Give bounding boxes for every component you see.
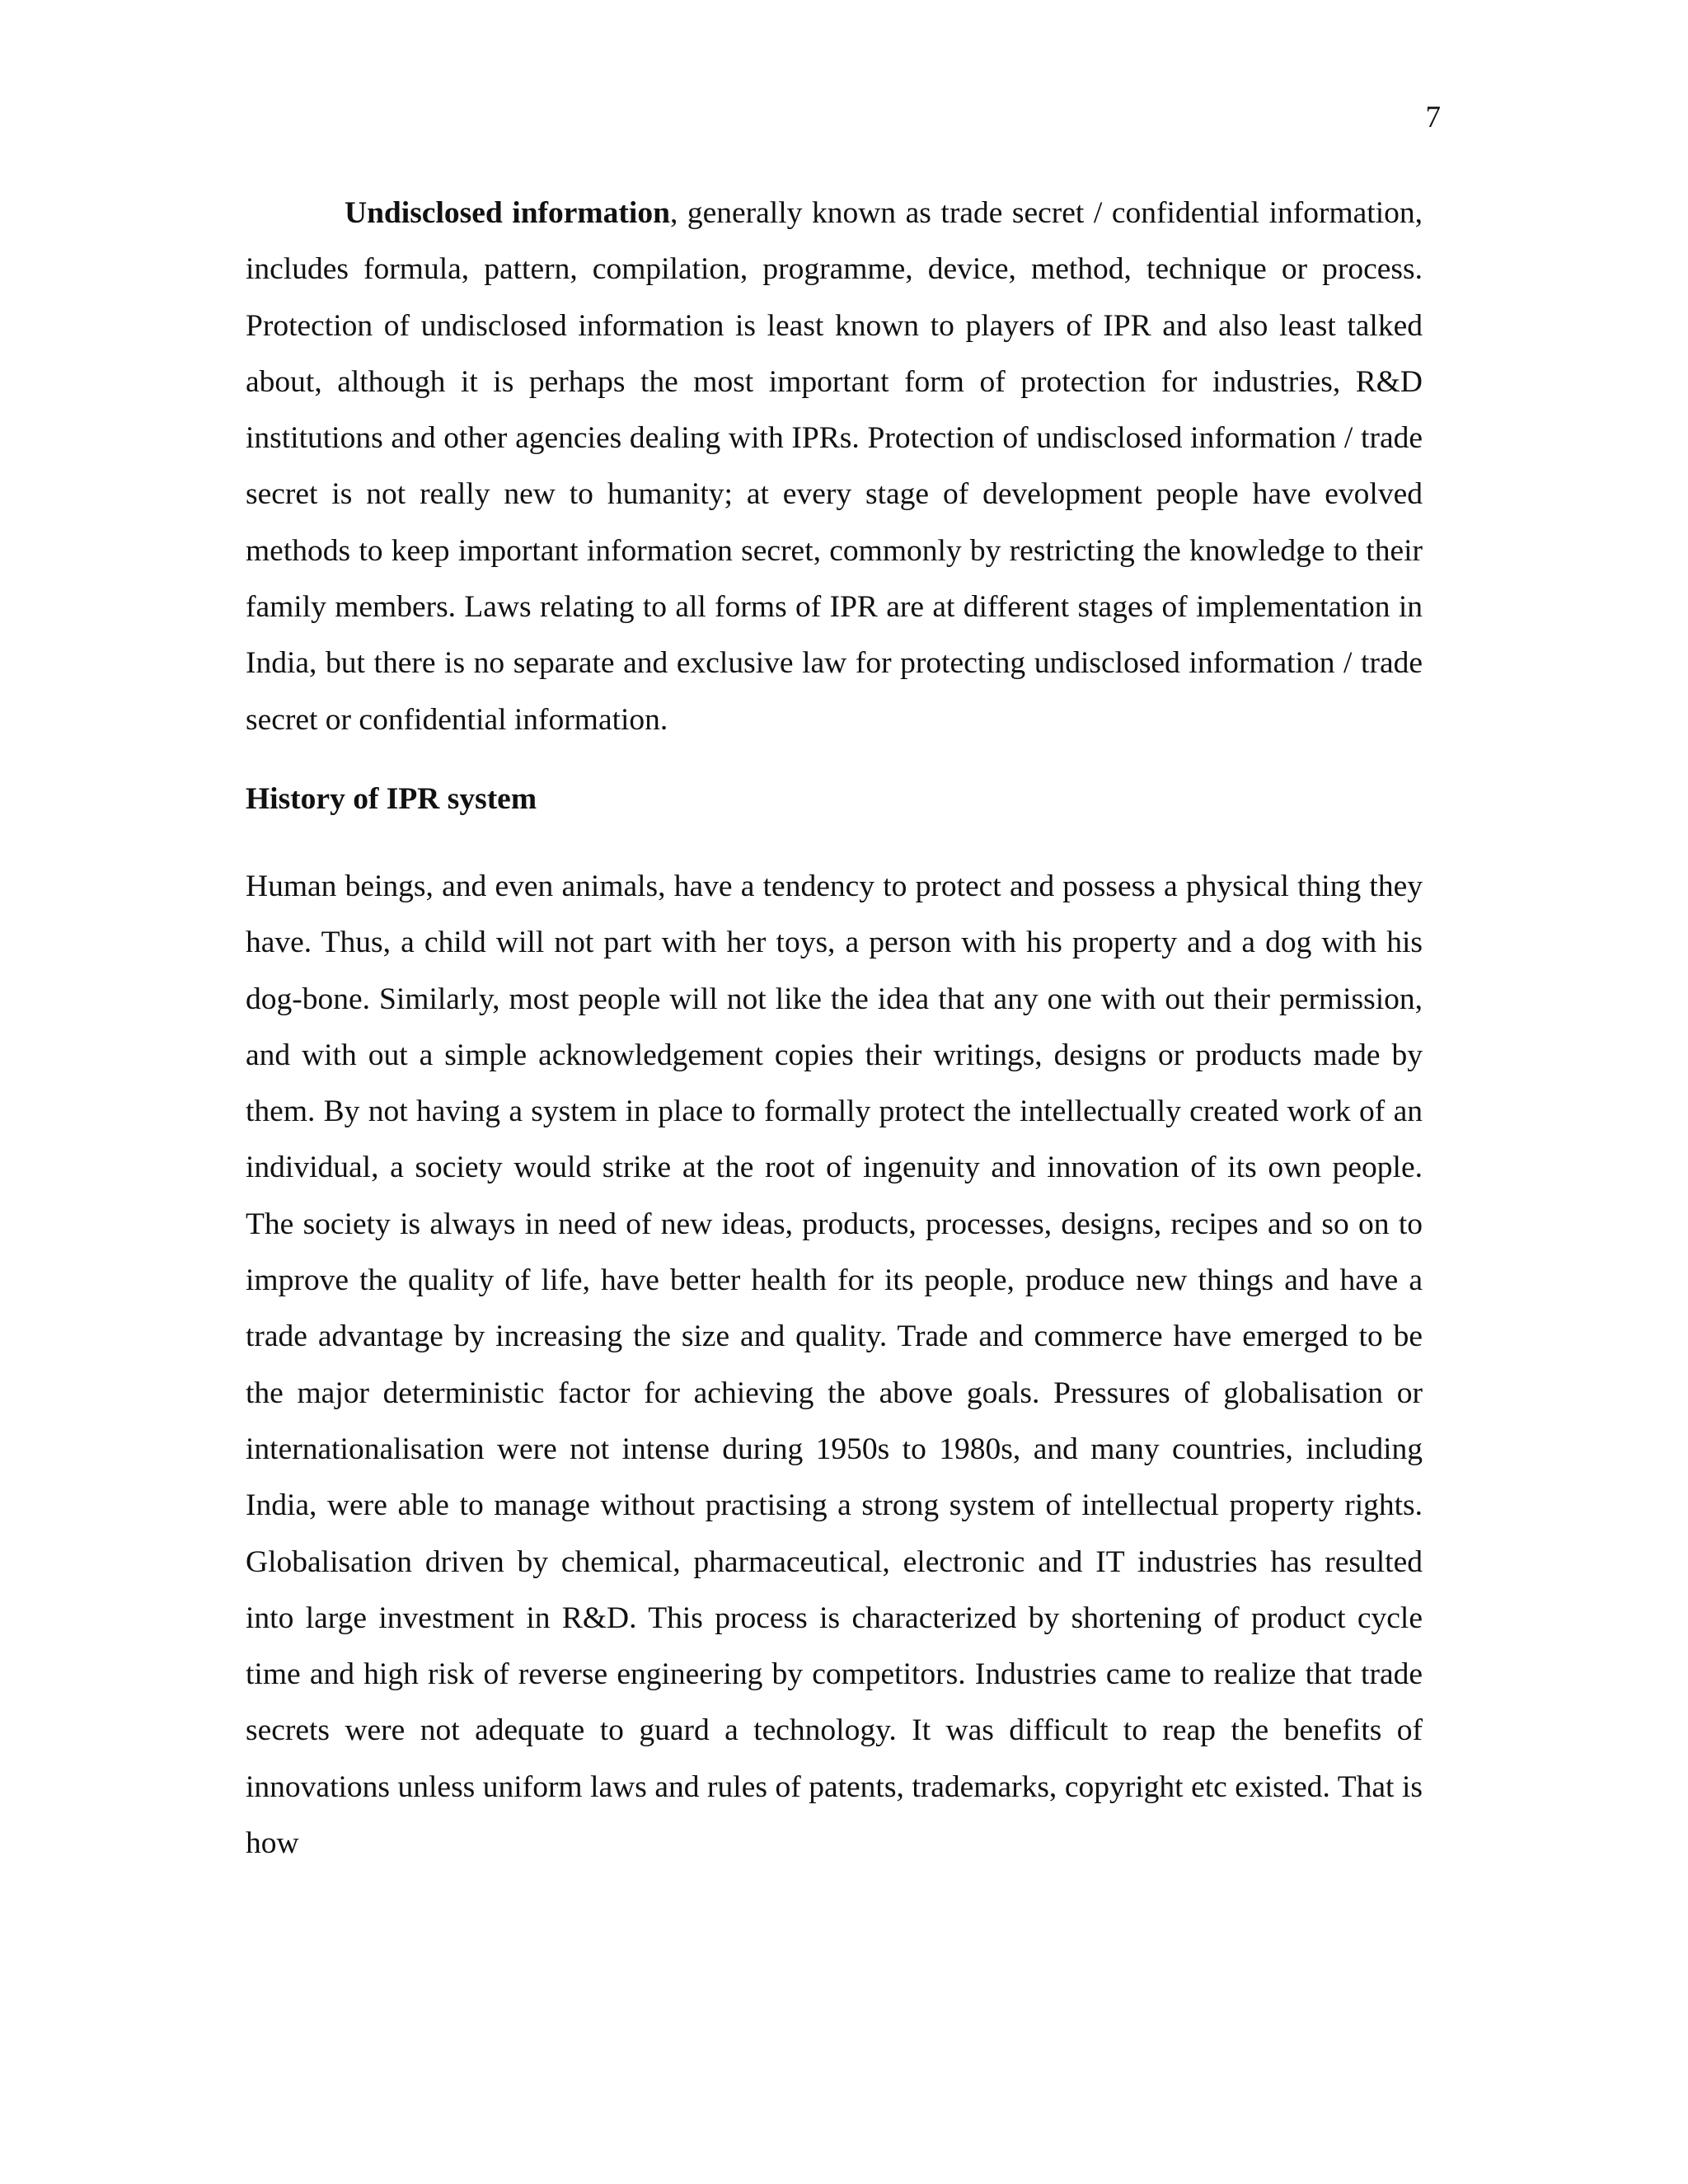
history-paragraph: Human beings, and even animals, have a tendency to protect and possess a physical thing they have. Thus, a child will not part with her toys, a person with his property and a dog with his dog-bone. Similarly, most people will not like the idea that any one with out their permission, and with out a simple acknowledgement copies their writings, designs or products made by them. By not having a system in place to formally protect the intellectually created work of an individual, a society would strike at the root of ingenuity and innovation of its own people. The society is always in need of new ideas, products, processes, designs, recipes and so on to improve the quality of life, have better health for its people, produce new things and have a trade advantage by increasing the size and quality. Trade and commerce have emerged to be the major deterministic factor for achieving the above goals. Pressures of globalisation or internationalisation were not intense during 1950s to 1980s, and many countries, including India, were able to manage without practising a strong system of intellectual property rights. Globalisation driven by chemical, pharmaceutical, electronic and IT industries has resulted into large investment in R&D. This process is characterized by shortening of product cycle time and high risk of reverse engineering by competitors. Industries came to realize that trade secrets were not adequate to guard a technology. It was difficult to reap the benefits of innovations unless uniform laws and rules of patents, trademarks, copyright etc existed. That is how: [246, 869, 1423, 1861]
undisclosed-information-paragraph: [246, 185, 1423, 748]
paragraph-text: , generally known as trade secret / confidential information, includes formula, pattern, compilation, programme, device, method, technique or process. Protection of undisclosed information is least known to players of IPR and also least talked about, although it is perhaps the most important form of protection for industries, R&D institutions and other agencies dealing with IPRs. Protection of undisclosed information / trade secret is not really new to humanity; at every stage of development people have evolved methods to keep important information secret, commonly by restricting the knowledge to their family members. Laws relating to all forms of IPR are at different stages of implementation in India, but there is no separate and exclusive law for protecting undisclosed information / trade secret or confidential information.: [246, 196, 1423, 737]
page-number: 7: [1425, 101, 1441, 134]
page-content: [246, 185, 1423, 1872]
bold-term: Undisclosed information: [345, 196, 670, 230]
section-heading: History of IPR system: [246, 781, 537, 816]
